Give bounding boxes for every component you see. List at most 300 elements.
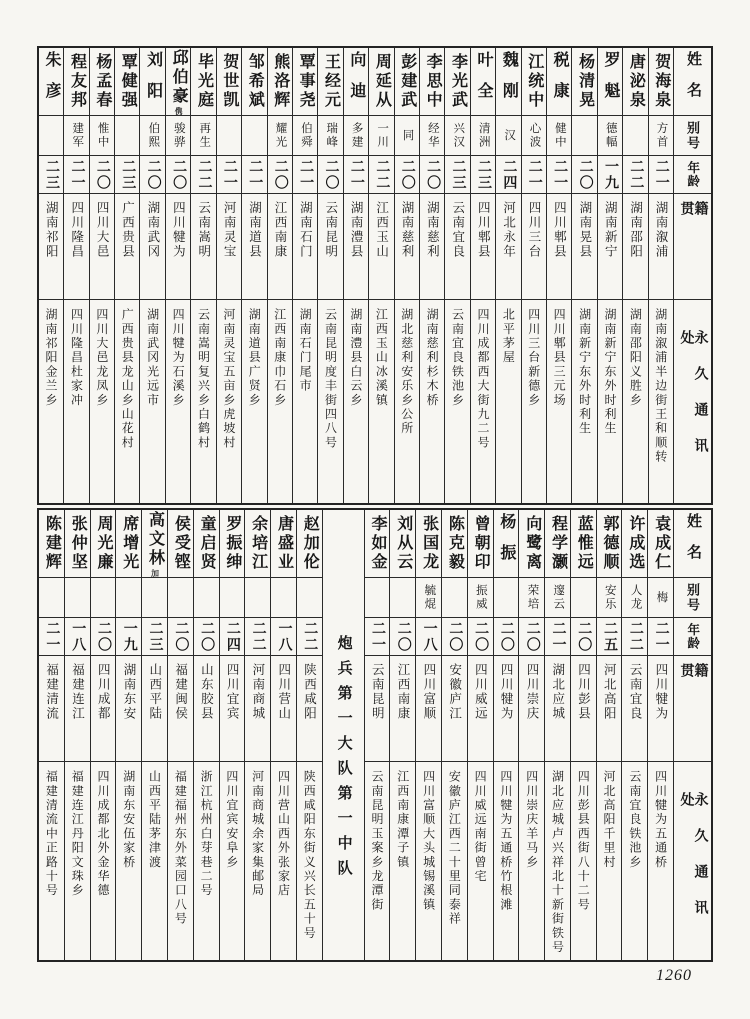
person-column [140,48,165,503]
person-native-place: 四川富顺 [421,663,436,721]
person-name: 郭德顺 [601,515,619,572]
person-address: 四川宜宾安阜乡 [224,770,239,870]
person-name: 熊洛辉 [271,53,289,110]
age-cell [194,618,219,656]
person-name: 邱伯豪㑺 [170,48,188,115]
person-age: 二一 [69,158,85,191]
age-cell [293,156,317,194]
person-address: 安徽庐江西二十里同泰祥 [447,770,462,927]
person-age: 二一 [247,158,263,191]
header-alias-label: 别号 [685,120,700,151]
person-native-place: 四川威远 [473,663,488,721]
native-place-cell [90,194,114,300]
person-native-place: 四川郫县 [552,201,567,259]
address-cell [115,300,139,503]
person-alias: 经华 [426,122,439,149]
person-age: 一八 [70,620,86,653]
person-column [623,48,648,503]
person-native-place: 湖南道县 [247,201,262,259]
address-cell [90,300,114,503]
age-cell [344,156,368,194]
person-native-place: 湖南慈利 [399,201,414,259]
person-name: 向迪 [347,50,365,113]
person-name: 刘从云 [394,515,412,572]
age-cell [39,156,63,194]
person-column [571,510,597,960]
address-cell [116,762,141,960]
person-alias: 方首 [655,122,668,149]
alias-cell [622,578,647,618]
person-age: 二四 [501,158,517,191]
person-column [39,510,65,960]
person-column [598,48,623,503]
native-place-cell [648,656,673,762]
alias-cell [245,578,270,618]
native-place-cell [297,656,322,762]
person-name: 朱彦 [43,50,61,113]
age-cell [64,156,88,194]
header-alias [674,578,711,618]
age-cell [597,618,622,656]
person-column [91,510,117,960]
person-native-place: 湖南邵阳 [628,201,643,259]
native-place-cell [445,194,469,300]
alias-cell [191,116,215,156]
alias-cell [416,578,441,618]
person-column [271,510,297,960]
name-cell [519,510,544,578]
person-name: 杨振 [497,512,515,575]
native-place-cell [115,194,139,300]
person-native-place: 四川崇庆 [524,663,539,721]
age-cell [65,618,90,656]
person-native-place: 陕西咸阳 [302,663,317,721]
alias-cell [649,116,673,156]
person-address: 湖南新宁东外时利生 [602,308,617,436]
native-place-cell [65,656,90,762]
age-cell [90,156,114,194]
address-cell [522,300,546,503]
name-cell [648,510,673,578]
person-native-place: 云南宜良 [450,201,465,259]
age-cell [140,156,164,194]
native-place-cell [168,656,193,762]
age-cell [166,156,190,194]
person-address: 河南商城余家集邮局 [250,770,265,898]
age-cell [191,156,215,194]
native-place-cell [442,656,467,762]
person-age: 二〇 [577,158,593,191]
header-address-label: 永久通讯处 [678,792,708,936]
person-address: 湖南邵阳义胜乡 [628,308,643,408]
person-column [142,510,168,960]
age-cell [268,156,292,194]
person-address: 湖南溆浦半边街王和顺转 [653,308,668,465]
alias-cell [494,578,519,618]
person-native-place: 云南宜良 [628,663,643,721]
alias-cell [598,116,622,156]
alias-cell [140,116,164,156]
person-column [445,48,470,503]
age-cell [297,618,322,656]
alias-cell [91,578,116,618]
address-cell [293,300,317,503]
alias-cell [623,116,647,156]
name-cell [142,510,167,578]
person-native-place: 江西南康 [272,201,287,259]
person-address: 四川彭县西街八十二号 [576,770,591,912]
age-cell [648,618,673,656]
alias-cell [268,116,292,156]
person-column [268,48,293,503]
person-age: 二三 [450,158,466,191]
section-divider-label: 炮兵第一大队第一中队 [335,635,352,885]
name-cell [297,510,322,578]
person-name: 李如金 [369,515,387,572]
person-name: 袁成仁 [652,515,670,572]
alias-cell [468,578,493,618]
person-native-place: 湖南澧县 [349,201,364,259]
person-address: 湖北应城卢兴祥北十新街铁号 [550,770,565,955]
person-age: 二〇 [171,158,187,191]
person-address: 福建连江丹阳文珠乡 [70,770,85,898]
age-cell [445,156,469,194]
alias-cell [395,116,419,156]
person-name: 余培江 [249,515,267,572]
address-cell [623,300,647,503]
person-name: 蓝惟远 [575,515,593,572]
age-cell [115,156,139,194]
address-cell [572,300,596,503]
alias-cell [271,578,296,618]
name-cell [445,48,469,116]
person-age: 二一 [653,158,669,191]
person-native-place: 湖南新宁 [603,201,618,259]
native-place-cell [622,656,647,762]
native-place-cell [545,656,570,762]
person-column [468,510,494,960]
native-place-cell [344,194,368,300]
person-column [194,510,220,960]
person-address: 湖南石门尾市 [298,308,313,394]
address-cell [271,762,296,960]
header-native-label: 籍贯 [678,663,708,719]
person-address: 湖南祁阳金兰乡 [44,308,59,408]
person-column [572,48,597,503]
person-alias: 荣培 [526,584,539,611]
address-cell [268,300,292,503]
alias-cell [39,578,64,618]
alias-cell [115,116,139,156]
alias-cell [297,578,322,618]
address-cell [420,300,444,503]
address-cell [217,300,241,503]
person-name: 赵加伦 [301,515,319,572]
person-alias: 骏骅 [172,122,185,149]
person-address: 湖南东安伍家桥 [121,770,136,870]
address-cell [545,762,570,960]
person-age: 二一 [526,158,542,191]
person-address: 江西南康巾石乡 [272,308,287,408]
person-alias: 安乐 [603,584,616,611]
person-column [622,510,648,960]
person-age: 二二 [627,620,643,653]
person-column [471,48,496,503]
address-cell [648,762,673,960]
age-cell [217,156,241,194]
person-name: 侯受铿 [172,515,190,572]
age-cell [571,618,596,656]
person-age: 一八 [276,620,292,653]
address-cell [166,300,190,503]
header-age [674,156,711,194]
age-cell [598,156,622,194]
person-name: 邹希斌 [246,53,264,110]
roster-table-top [37,46,713,505]
person-native-place: 湖南晃县 [577,201,592,259]
person-column [597,510,623,960]
age-cell [142,618,167,656]
person-address: 江西玉山冰溪镇 [374,308,389,408]
person-age: 二〇 [524,620,540,653]
person-address: 河南灵宝五亩乡虎坡村 [221,308,236,450]
name-cell [245,510,270,578]
person-alias: 耀光 [274,122,287,149]
native-place-cell [522,194,546,300]
person-age: 二一 [552,158,568,191]
person-alias: 一川 [376,122,389,149]
person-address: 福建福州东外菜园口八号 [173,770,188,927]
native-place-cell [245,656,270,762]
person-name: 贺世凯 [220,53,238,110]
person-address: 湖南新宁东外时利生 [577,308,592,436]
address-cell [496,300,520,503]
person-alias: 再生 [198,122,211,149]
alias-cell [571,578,596,618]
person-name: 唐盛业 [275,515,293,572]
age-cell [545,618,570,656]
age-cell [365,618,390,656]
name-cell [64,48,88,116]
person-alias: 兴汉 [452,122,465,149]
person-name: 李思中 [424,53,442,110]
native-place-cell [116,656,141,762]
native-place-cell [598,194,622,300]
native-place-cell [623,194,647,300]
native-place-cell [547,194,571,300]
person-age: 二三 [475,158,491,191]
address-cell [297,762,322,960]
person-age: 二一 [550,620,566,653]
name-cell [547,48,571,116]
person-native-place: 湖南慈利 [425,201,440,259]
person-native-place: 四川彭县 [576,663,591,721]
person-column [39,48,64,503]
person-address: 浙江杭州白芽巷二号 [199,770,214,898]
native-place-cell [365,656,390,762]
name-cell [39,48,63,116]
header-column [674,510,711,960]
person-column [220,510,246,960]
address-cell [519,762,544,960]
header-name [674,48,711,116]
age-cell [622,618,647,656]
person-column [365,510,391,960]
person-address: 四川郫县三元场 [552,308,567,408]
age-cell [116,618,141,656]
header-name-label: 姓名 [685,50,701,113]
alias-cell [293,116,317,156]
person-name: 贺海泉 [652,53,670,110]
name-cell [90,48,114,116]
age-cell [390,618,415,656]
person-age: 二五 [602,620,618,653]
native-place-cell [220,656,245,762]
person-native-place: 四川大邑 [95,201,110,259]
alias-cell [390,578,415,618]
person-age: 二一 [653,620,669,653]
age-cell [91,618,116,656]
person-name: 高文林加 [146,510,164,577]
person-native-place: 云南昆明 [323,201,338,259]
person-native-place: 四川犍为 [653,663,668,721]
age-cell [519,618,544,656]
native-place-cell [395,194,419,300]
person-name: 彭建武 [398,53,416,110]
native-place-cell [416,656,441,762]
person-name: 税康 [551,50,569,113]
address-cell [39,300,63,503]
person-name: 程友邦 [68,53,86,110]
section-divider-column [323,510,365,960]
native-place-cell [519,656,544,762]
person-native-place: 山西平陆 [147,663,162,721]
person-native-place: 四川郫县 [476,201,491,259]
person-column [297,510,323,960]
name-cell [242,48,266,116]
name-cell [39,510,64,578]
person-alias: 伯熙 [147,122,160,149]
person-age: 二一 [348,158,364,191]
native-place-cell [420,194,444,300]
person-alias: 惟中 [96,122,109,149]
name-cell [220,510,245,578]
alias-cell [597,578,622,618]
person-age: 二〇 [399,158,415,191]
person-native-place: 江西玉山 [374,201,389,259]
person-alias: 毓焜 [423,584,436,611]
person-name: 张仲坚 [69,515,87,572]
person-address: 湖北慈利安乐乡公所 [399,308,414,436]
person-alias: 伯舜 [299,122,312,149]
person-age: 二〇 [498,620,514,653]
address-cell [140,300,164,503]
native-place-cell [293,194,317,300]
alias-cell [217,116,241,156]
person-native-place: 湖南东安 [122,663,137,721]
person-native-place: 湖南溆浦 [654,201,669,259]
person-name: 毕光庭 [195,53,213,110]
person-column [64,48,89,503]
age-cell [494,618,519,656]
address-cell [369,300,393,503]
address-cell [622,762,647,960]
person-native-place: 福建连江 [70,663,85,721]
person-address: 四川大邑龙凤乡 [94,308,109,408]
alias-cell [65,578,90,618]
address-cell [142,762,167,960]
address-cell [597,762,622,960]
person-native-place: 四川成都 [96,663,111,721]
person-address: 广西贵县龙山乡山花村 [120,308,135,450]
alias-cell [64,116,88,156]
person-name-note: 㑺 [174,106,184,115]
person-alias: 多建 [350,122,363,149]
address-cell [494,762,519,960]
alias-cell [420,116,444,156]
person-age: 二〇 [94,158,110,191]
name-cell [494,510,519,578]
name-cell [191,48,215,116]
person-age: 二〇 [447,620,463,653]
header-native-label: 籍贯 [678,201,708,257]
native-place-cell [369,194,393,300]
person-native-place: 河南灵宝 [222,201,237,259]
alias-cell [220,578,245,618]
address-cell [168,762,193,960]
age-cell [471,156,495,194]
native-place-cell [39,656,64,762]
name-cell [598,48,622,116]
native-place-cell [468,656,493,762]
name-cell [140,48,164,116]
alias-cell [166,116,190,156]
alias-cell [445,116,469,156]
age-cell [39,618,64,656]
header-alias [674,116,711,156]
person-name: 许成选 [626,515,644,572]
age-cell [245,618,270,656]
person-name: 杨孟春 [93,53,111,110]
name-cell [365,510,390,578]
name-cell [597,510,622,578]
alias-cell [471,116,495,156]
person-age: 一九 [602,158,618,191]
address-cell [547,300,571,503]
age-cell [416,618,441,656]
person-name: 陈克毅 [446,515,464,572]
person-column [494,510,520,960]
address-cell [442,762,467,960]
native-place-cell [140,194,164,300]
person-address: 湖南武冈光远市 [145,308,160,408]
person-name: 童启贤 [198,515,216,572]
alias-cell [496,116,520,156]
native-place-cell [597,656,622,762]
person-age: 二〇 [425,158,441,191]
person-address: 云南昆明玉案乡龙潭街 [370,770,385,912]
person-column [649,48,674,503]
person-name: 席增光 [120,515,138,572]
person-name: 罗振绅 [223,515,241,572]
name-cell [166,48,190,116]
person-address: 四川威远南街曾宅 [473,770,488,884]
native-place-cell [571,656,596,762]
age-cell [547,156,571,194]
page-number: 1260 [656,967,692,984]
person-name: 周延从 [373,53,391,110]
person-native-place: 福建闽侯 [173,663,188,721]
